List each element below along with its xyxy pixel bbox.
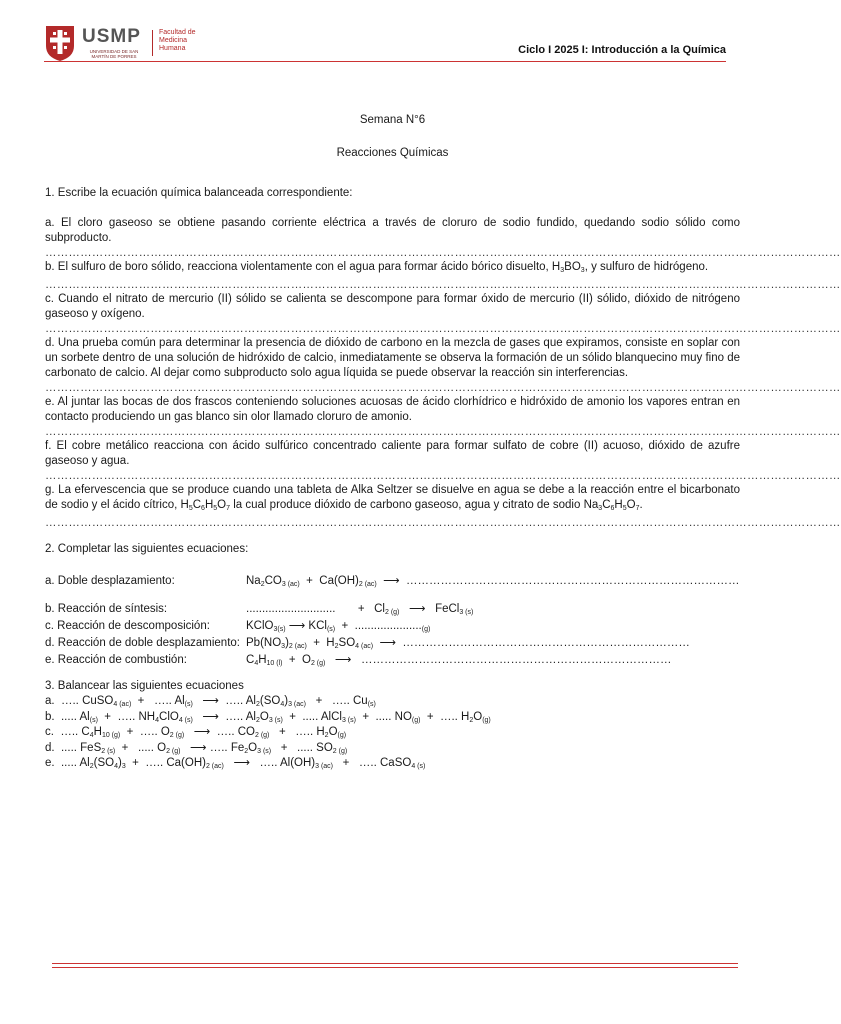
footer-rule bbox=[52, 967, 738, 968]
q3-prompt: 3. Balancear las siguientes ecuaciones bbox=[45, 680, 244, 692]
q2-row-c: c. Reacción de descomposición: KClO$_{3(s)}$ ⟶ $KCl_{(s)} + ....................._{(g)}$ bbox=[45, 620, 431, 633]
q3-row-e: e. ..... $Al_2(SO_4)_3$ + ….. $Ca(OH)_{2 (ac)}$ ⟶ ….. $Al(OH)_{3 (ac)}$ + ….. CaSO$_{4 (s)}$ bbox=[45, 757, 426, 770]
answer-line: …………………………………………………………………………………………………………………………………………………………………………………… bbox=[45, 470, 841, 482]
usmp-shield-icon bbox=[44, 24, 76, 62]
q1-prompt: 1. Escribe la ecuación química balanceada correspondiente: bbox=[45, 187, 353, 199]
q3-row-a: a. ….. CuSO$_{4 (ac)}$ + ….. $Al_{(s)}$ ⟶ ….. $Al_2(SO_4)_{3 (ac)}$ + ….. $Cu_{(s)}$ bbox=[45, 695, 376, 708]
q1-item-c: c. Cuando el nitrato de mercurio (II) sólido se calienta se descompone para formar óxido de mercurio (II) sólido, dióxido de nitrógeno gaseoso y oxígeno. bbox=[45, 293, 740, 320]
usmp-logo-text: USMP bbox=[82, 26, 141, 47]
q3-row-c: c. ….. $C_4H_{10 (g)}$ + ….. $O_{2 (g)}$ ⟶ ….. $CO_{2 (g)}$ + ….. $H_2O_{(g)}$ bbox=[45, 726, 347, 739]
q2-row-b: b. Reacción de síntesis: ............................ + $Cl_{2 (g)}$ ⟶ FeCl$_{3 (s)}$ bbox=[45, 603, 474, 616]
q1-item-a: a. El cloro gaseoso se obtiene pasando corriente eléctrica a través de cloruro de sodio fundido, quedando sodio sólido como subproducto. bbox=[45, 217, 740, 244]
footer-rule bbox=[52, 963, 738, 964]
usmp-logo-subtitle: UNIVERSIDAD DE SAN MARTÍN DE PORRES bbox=[89, 49, 139, 59]
q3-row-b: b. ..... $Al_{(s)}$ + ….. $NH_4ClO_{4 (s)}$ ⟶ ….. $Al_2O_{3 (s)}$ + ..... AlCl$_{3 (s)}$ + ..... $NO_{(g)}$ + ….. $H_2O_{(g)}$ bbox=[45, 710, 491, 724]
header-rule bbox=[44, 61, 726, 62]
q1-item-f: f. El cobre metálico reacciona con ácido sulfúrico concentrado caliente para formar sulfato de cobre (II) acuoso, dióxido de azufre gaseoso y agua. bbox=[45, 440, 740, 467]
q2-row-e: e. Reacción de combustión: $C_4H_{10 (l)} + O_{2 (g)}$ ⟶ ……………………………………………………………………… bbox=[45, 654, 672, 667]
q2-row-d: d. Reacción de doble desplazamiento: $Pb(NO_3)_{2 (ac)} + H_2SO_{4 (ac)}$ ⟶ ………………………………………………………………… bbox=[45, 637, 690, 650]
answer-line: …………………………………………………………………………………………………………………………………………………………………………………… bbox=[45, 279, 841, 291]
q1-item-b: b. El sulfuro de boro sólido, reacciona violentamente con el agua para formar ácido bórico disuelto, $H_3BO_3$, y sulfuro de hidrógeno. bbox=[45, 261, 709, 274]
logo-divider bbox=[152, 30, 153, 56]
page-header bbox=[0, 0, 768, 80]
q1-item-g: g. La efervescencia que se produce cuando una tableta de Alka Seltzer se disuelve en agua se debe a la reacción entre el bicarbonato de sodio y el ácido cítrico, $H_5C_6H_5O_7$ la cual produce dióxido de carbono gaseoso, agua y citrato de sodio $Na_3C_6H_5O_7$. bbox=[45, 484, 740, 512]
answer-line: …………………………………………………………………………………………………………………………………………………………………………………… bbox=[45, 247, 841, 259]
answer-line: …………………………………………………………………………………………………………………………………………………………………………………… bbox=[45, 426, 841, 438]
course-title: Ciclo I 2025 I: Introducción a la Química bbox=[518, 44, 726, 56]
week-title: Semana N°6 bbox=[359, 114, 426, 126]
topic-title: Reacciones Químicas bbox=[336, 147, 449, 159]
q1-item-e: e. Al juntar las bocas de dos frascos conteniendo soluciones acuosas de ácido clorhídrico e hidróxido de amonio los vapores entran en contacto produciendo un gas blanco sin olor llamado cloruro de amonio. bbox=[45, 396, 740, 423]
faculty-name: Facultad de Medicina Humana bbox=[159, 29, 196, 52]
q2-row-a: a. Doble desplazamiento: $Na_2CO_{3 (ac)} + Ca(OH)_{2 (ac)}$ ⟶ …………………………………………………………………………… bbox=[45, 575, 740, 588]
answer-line: …………………………………………………………………………………………………………………………………………………………………………………… bbox=[45, 382, 841, 394]
document-body bbox=[45, 113, 841, 772]
answer-line: …………………………………………………………………………………………………………………………………………………………………………………… bbox=[45, 517, 841, 529]
answer-line: …………………………………………………………………………………………………………………………………………………………………………………… bbox=[45, 323, 841, 335]
q2-prompt: 2. Completar las siguientes ecuaciones: bbox=[45, 543, 249, 555]
q3-row-d: d. ..... FeS$_{2 (s)}$ + ..... $O_{2 (g)}$ ⟶ ….. $Fe_2O_{3 (s)}$ + ..... $SO_{2 (g)}$ bbox=[45, 741, 348, 755]
q1-item-d: d. Una prueba común para determinar la presencia de dióxido de carbono en la mezcla de gases que expiramos, consiste en soplar con un sorbete dentro de una solución de hidróxido de calcio, inmediatamente se observa la formación de un sólido blanquecino muy fino de carbonato de calcio. Al dejar como subproducto solo agua líquida se puede observar la reacción sin interferencias. bbox=[45, 337, 740, 379]
